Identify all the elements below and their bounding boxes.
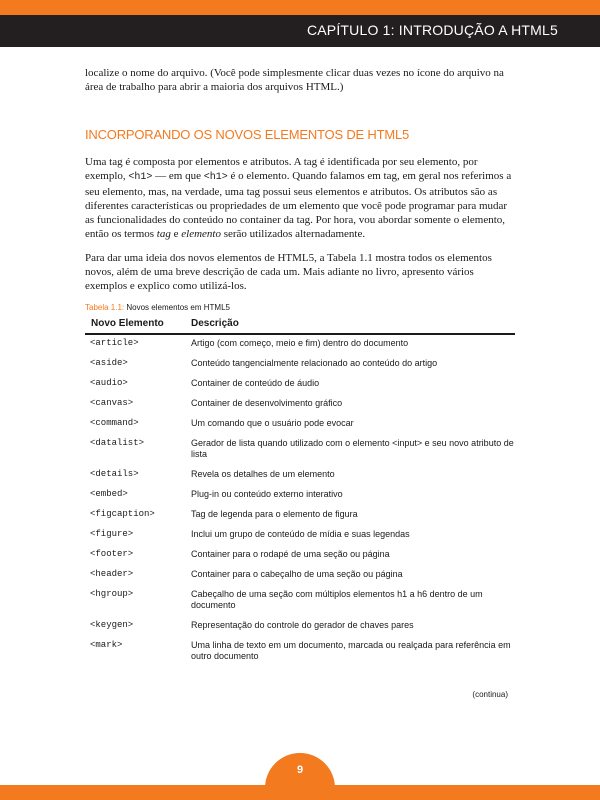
emphasis-tag: tag bbox=[156, 228, 171, 240]
element-name-cell: <article> bbox=[90, 338, 139, 348]
table-row bbox=[85, 415, 515, 435]
continued-note: (continua) bbox=[472, 690, 508, 699]
text-run: e bbox=[170, 228, 182, 240]
element-description-cell: Container de desenvolvimento gráfico bbox=[191, 398, 343, 408]
text-run: Uma tag é composta por elementos e atributos. A tag é identificada por seu elemento, por exemplo, bbox=[85, 156, 478, 182]
element-name-cell: <header> bbox=[90, 569, 134, 579]
element-description-cell: Conteúdo tangencialmente relacionado ao conteúdo do artigo bbox=[191, 358, 438, 368]
element-name-cell: <hgroup> bbox=[90, 589, 134, 599]
table-row bbox=[85, 334, 515, 355]
element-description-cell: Container para o cabeçalho de uma seção ou página bbox=[191, 569, 403, 579]
element-name-cell: <aside> bbox=[90, 358, 128, 368]
new-elements-table bbox=[85, 318, 515, 668]
code-h1: <h1> bbox=[128, 172, 153, 183]
section-heading: INCORPORANDO OS NOVOS ELEMENTOS DE HTML5 bbox=[85, 127, 410, 142]
page-content bbox=[85, 66, 515, 668]
element-description-cell: Revela os detalhes de um elemento bbox=[191, 469, 335, 479]
table-row bbox=[85, 355, 515, 375]
element-name-cell: <figcaption> bbox=[90, 509, 155, 519]
emphasis-elemento: elemento bbox=[181, 228, 221, 240]
table-header-row bbox=[85, 318, 515, 334]
element-description-cell: Artigo (com começo, meio e fim) dentro do documento bbox=[191, 338, 409, 348]
text-run: serão utilizados alternadamente. bbox=[220, 228, 366, 240]
table-row bbox=[85, 486, 515, 506]
element-name-cell: <details> bbox=[90, 469, 139, 479]
table-row bbox=[85, 466, 515, 486]
table-row bbox=[85, 637, 515, 668]
page-number-tab bbox=[265, 753, 335, 800]
text-run: — em que bbox=[152, 170, 204, 182]
element-name-cell: <canvas> bbox=[90, 398, 134, 408]
paragraph-table-intro: Para dar uma ideia dos novos elementos de HTML5, a Tabela 1.1 mostra todos os elementos novos, além de uma breve descrição de cada um. Mais adiante no livro, apresento vários exemplos e explico como utilizá-los. bbox=[85, 252, 492, 292]
intro-paragraph: localize o nome do arquivo. (Você pode simplesmente clicar duas vezes no ícone do arquivo na área de trabalho para abrir a maioria dos arquivos HTML.) bbox=[85, 67, 504, 93]
column-header-element: Novo Elemento bbox=[85, 318, 191, 334]
element-description-cell: Cabeçalho de uma seção com múltiplos elementos h1 a h6 dentro de um documento bbox=[191, 589, 483, 610]
table-row bbox=[85, 395, 515, 415]
chapter-title: CAPÍTULO 1: INTRODUÇÃO A HTML5 bbox=[306, 22, 558, 38]
element-name-cell: <audio> bbox=[90, 378, 128, 388]
table-caption-text: Novos elementos em HTML5 bbox=[126, 303, 230, 312]
column-header-description: Descrição bbox=[191, 318, 515, 334]
table-caption bbox=[85, 303, 515, 312]
table-row bbox=[85, 526, 515, 546]
paragraph-tags bbox=[85, 155, 515, 241]
element-name-cell: <embed> bbox=[90, 489, 128, 499]
element-description-cell: Tag de legenda para o elemento de figura bbox=[191, 509, 358, 519]
element-name-cell: <figure> bbox=[90, 529, 134, 539]
header-accent-strip bbox=[0, 0, 600, 15]
table-row bbox=[85, 375, 515, 395]
element-name-cell: <mark> bbox=[90, 640, 123, 650]
element-name-cell: <footer> bbox=[90, 549, 134, 559]
table-row bbox=[85, 546, 515, 566]
table-row bbox=[85, 435, 515, 466]
code-h1: <h1> bbox=[203, 172, 228, 183]
element-description-cell: Container para o rodapé de uma seção ou página bbox=[191, 549, 390, 559]
element-description-cell: Inclui um grupo de conteúdo de mídia e suas legendas bbox=[191, 529, 410, 539]
element-description-cell: Gerador de lista quando utilizado com o elemento <input> e seu novo atributo de lista bbox=[191, 438, 514, 459]
table-row bbox=[85, 566, 515, 586]
element-description-cell: Container de conteúdo de áudio bbox=[191, 378, 320, 388]
element-description-cell: Plug-in ou conteúdo externo interativo bbox=[191, 489, 343, 499]
table-body bbox=[85, 334, 515, 668]
table-row bbox=[85, 506, 515, 526]
table-row bbox=[85, 586, 515, 617]
table-caption-label: Tabela 1.1: bbox=[85, 303, 125, 312]
table-row bbox=[85, 617, 515, 637]
element-name-cell: <command> bbox=[90, 418, 139, 428]
element-name-cell: <keygen> bbox=[90, 620, 134, 630]
element-description-cell: Uma linha de texto em um documento, marcada ou realçada para referência em outro documento bbox=[191, 640, 511, 661]
page-number: 9 bbox=[296, 764, 304, 776]
element-name-cell: <datalist> bbox=[90, 438, 145, 448]
element-description-cell: Representação do controle do gerador de chaves pares bbox=[191, 620, 414, 630]
element-description-cell: Um comando que o usuário pode evocar bbox=[191, 418, 354, 428]
text-run: é o elemento. Quando falamos em tag, em geral nos referimos a seu elemento, mas, na verdade, uma tag possui seus elementos e atributos. Os atributos são as diferentes características ou propriedades de um elemento que você pode programar para mudar as funcionalidades do conteúdo no container da tag. Por hora, vou abordar somente o elemento, então os termos bbox=[85, 170, 512, 240]
